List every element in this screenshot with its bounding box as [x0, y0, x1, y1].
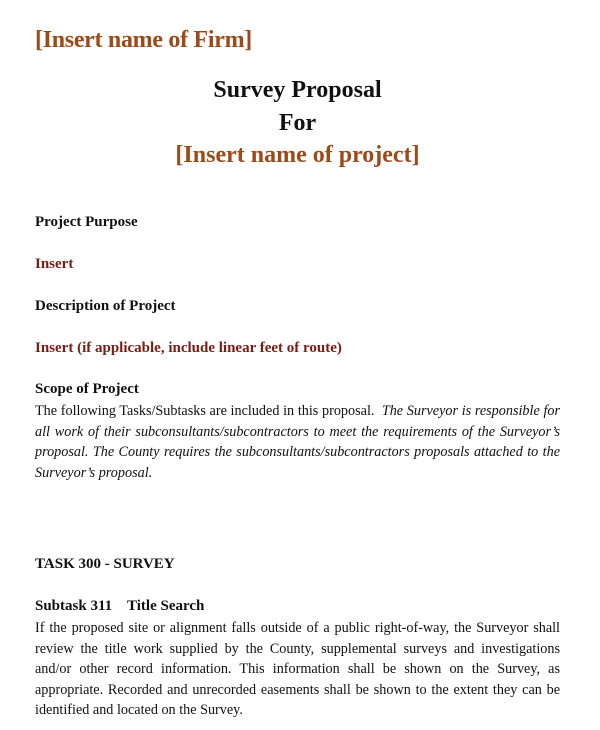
subtask-title: Title Search [127, 598, 205, 614]
project-purpose-value: Insert [35, 256, 74, 272]
description-heading: Description of Project [35, 298, 176, 314]
subtask-paragraph: If the proposed site or alignment falls outside of a public right-of-way, the Surveyor shall review the title work supplied by the County, supplemental surveys and investigations and/or other record information. This information shall be shown on the Survey, as appropriate. Recorded and unrecorded easements shall be shown to the extent they can be identified and located on the Survey. [35, 620, 560, 719]
subtask-number: Subtask 311 [35, 598, 113, 614]
scope-heading: Scope of Project [35, 381, 139, 397]
scope-text-plain: The following Tasks/Subtasks are included in this proposal. [35, 403, 375, 419]
scope-paragraph [35, 401, 560, 483]
project-purpose-heading: Project Purpose [35, 214, 138, 230]
description-value: Insert (if applicable, include linear feet of route) [35, 340, 342, 356]
document-title-for: For [278, 110, 317, 136]
task-heading: TASK 300 - SURVEY [35, 556, 175, 572]
document-title: Survey Proposal [213, 77, 382, 103]
project-name-placeholder: [Insert name of project] [175, 142, 420, 168]
firm-name-placeholder: [Insert name of Firm] [35, 27, 252, 53]
scope-text-italic: The Surveyor is responsible for all work of their subconsultants/subcontractors to meet the requirements of the Surveyor’s proposal. The County requires the subconsultants/subcontractors proposals attached to the Surveyor’s proposal. [35, 403, 561, 481]
